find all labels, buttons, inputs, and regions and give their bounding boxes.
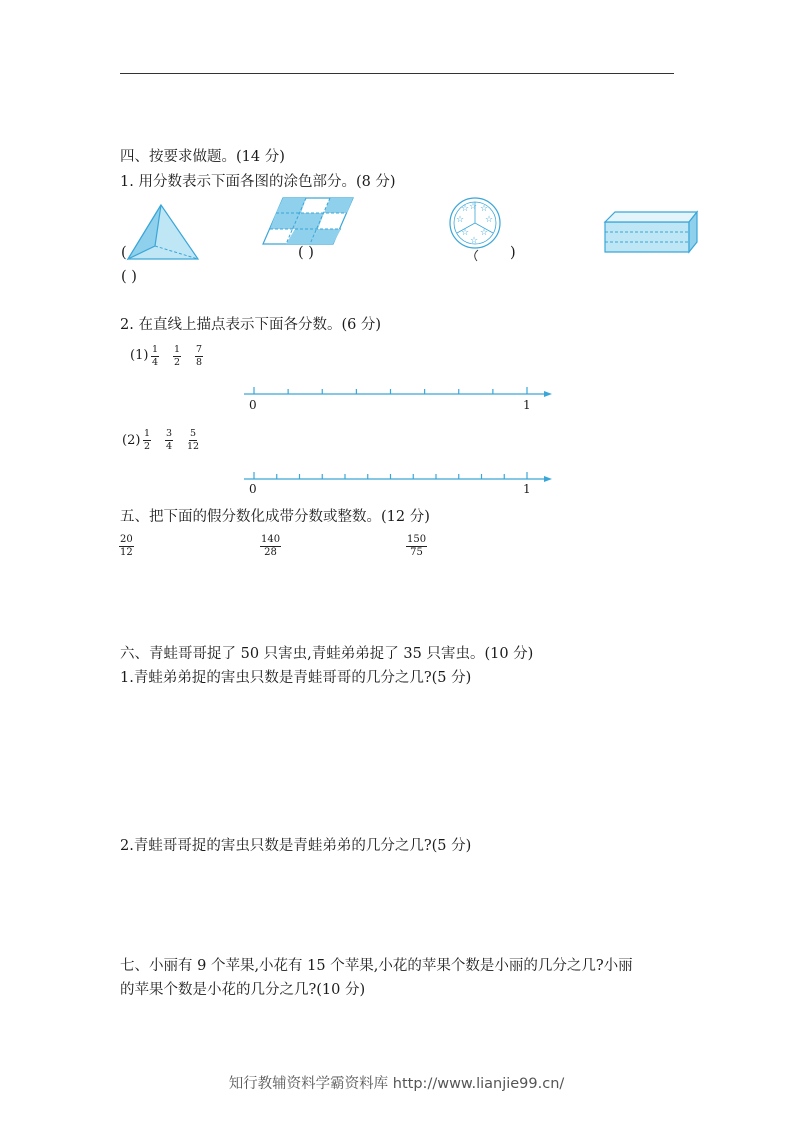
line2-fraction-3: $\frac{5}{12}$ [187, 428, 200, 452]
section6-q1: 1.青蛙弟弟捉的害虫只数是青蛙哥哥的几分之几?(5 分) [120, 670, 472, 686]
line1-fraction-3: $\frac{7}{8}$ [196, 344, 203, 368]
cuboid-figure [603, 210, 698, 256]
line2-prefix: (2) [122, 433, 141, 448]
line2-label-1: 1 [523, 482, 531, 496]
line1-label-1: 1 [523, 398, 531, 412]
svg-text:☆: ☆ [480, 204, 489, 214]
improper-fraction-3: $\frac{150}{75}$ [407, 534, 427, 558]
circle-stars-figure [448, 195, 508, 265]
section7-line1: 七、小丽有 9 个苹果,小花有 15 个苹果,小花的苹果个数是小丽的几分之几?小丽 [120, 958, 633, 974]
line2-fraction-2: $\frac{3}{4}$ [166, 428, 173, 452]
line1-prefix: (1) [130, 348, 149, 363]
svg-text:☆: ☆ [469, 202, 478, 212]
section6-q2: 2.青蛙哥哥捉的害虫只数是青蛙弟弟的几分之几?(5 分) [120, 838, 472, 854]
section7-line2: 的苹果个数是小花的几分之几?(10 分) [120, 982, 366, 998]
line1-label-0: 0 [249, 398, 257, 412]
line1-fraction-1: $\frac{1}{4}$ [152, 344, 159, 368]
svg-text:☆: ☆ [485, 215, 494, 225]
number-line-1[interactable] [244, 382, 554, 402]
section4-q1: 1. 用分数表示下面各图的涂色部分。(8 分) [120, 174, 396, 190]
svg-text:☆: ☆ [470, 236, 479, 246]
pyramid-figure [120, 203, 200, 263]
answer-blank-2[interactable]: ( ) [298, 245, 314, 261]
section4-title: 四、按要求做题。(14 分) [120, 149, 285, 165]
svg-text:☆: ☆ [480, 228, 489, 238]
improper-fraction-1: $\frac{20}{12}$ [120, 534, 133, 558]
svg-text:☆: ☆ [461, 204, 470, 214]
answer-blank-3[interactable]: ( ) [121, 269, 137, 285]
footer-watermark: 知行教辅资料学霸资料库 http://www.lianjie99.cn/ [228, 1076, 565, 1092]
svg-text:☆: ☆ [456, 215, 465, 225]
section6-title: 六、青蛙哥哥捉了 50 只害虫,青蛙弟弟捉了 35 只害虫。(10 分) [120, 646, 534, 662]
line2-fraction-1: $\frac{1}{2}$ [144, 428, 151, 452]
parallelogram-grid-figure [263, 196, 358, 248]
number-line-1-arrow [544, 391, 552, 397]
line1-fraction-2: $\frac{1}{2}$ [174, 344, 181, 368]
line2-label-0: 0 [249, 482, 257, 496]
number-line-2[interactable] [244, 467, 554, 487]
improper-fraction-2: $\frac{140}{28}$ [261, 534, 281, 558]
answer-blank-1[interactable]: ( [121, 245, 127, 261]
answer-blank-4[interactable]: ) [510, 245, 516, 261]
section4-q2: 2. 在直线上描点表示下面各分数。(6 分) [120, 317, 382, 333]
number-line-2-arrow [544, 476, 552, 482]
svg-text:☆: ☆ [461, 228, 470, 238]
top-rule [120, 73, 674, 74]
section5-title: 五、把下面的假分数化成带分数或整数。(12 分) [120, 509, 430, 525]
